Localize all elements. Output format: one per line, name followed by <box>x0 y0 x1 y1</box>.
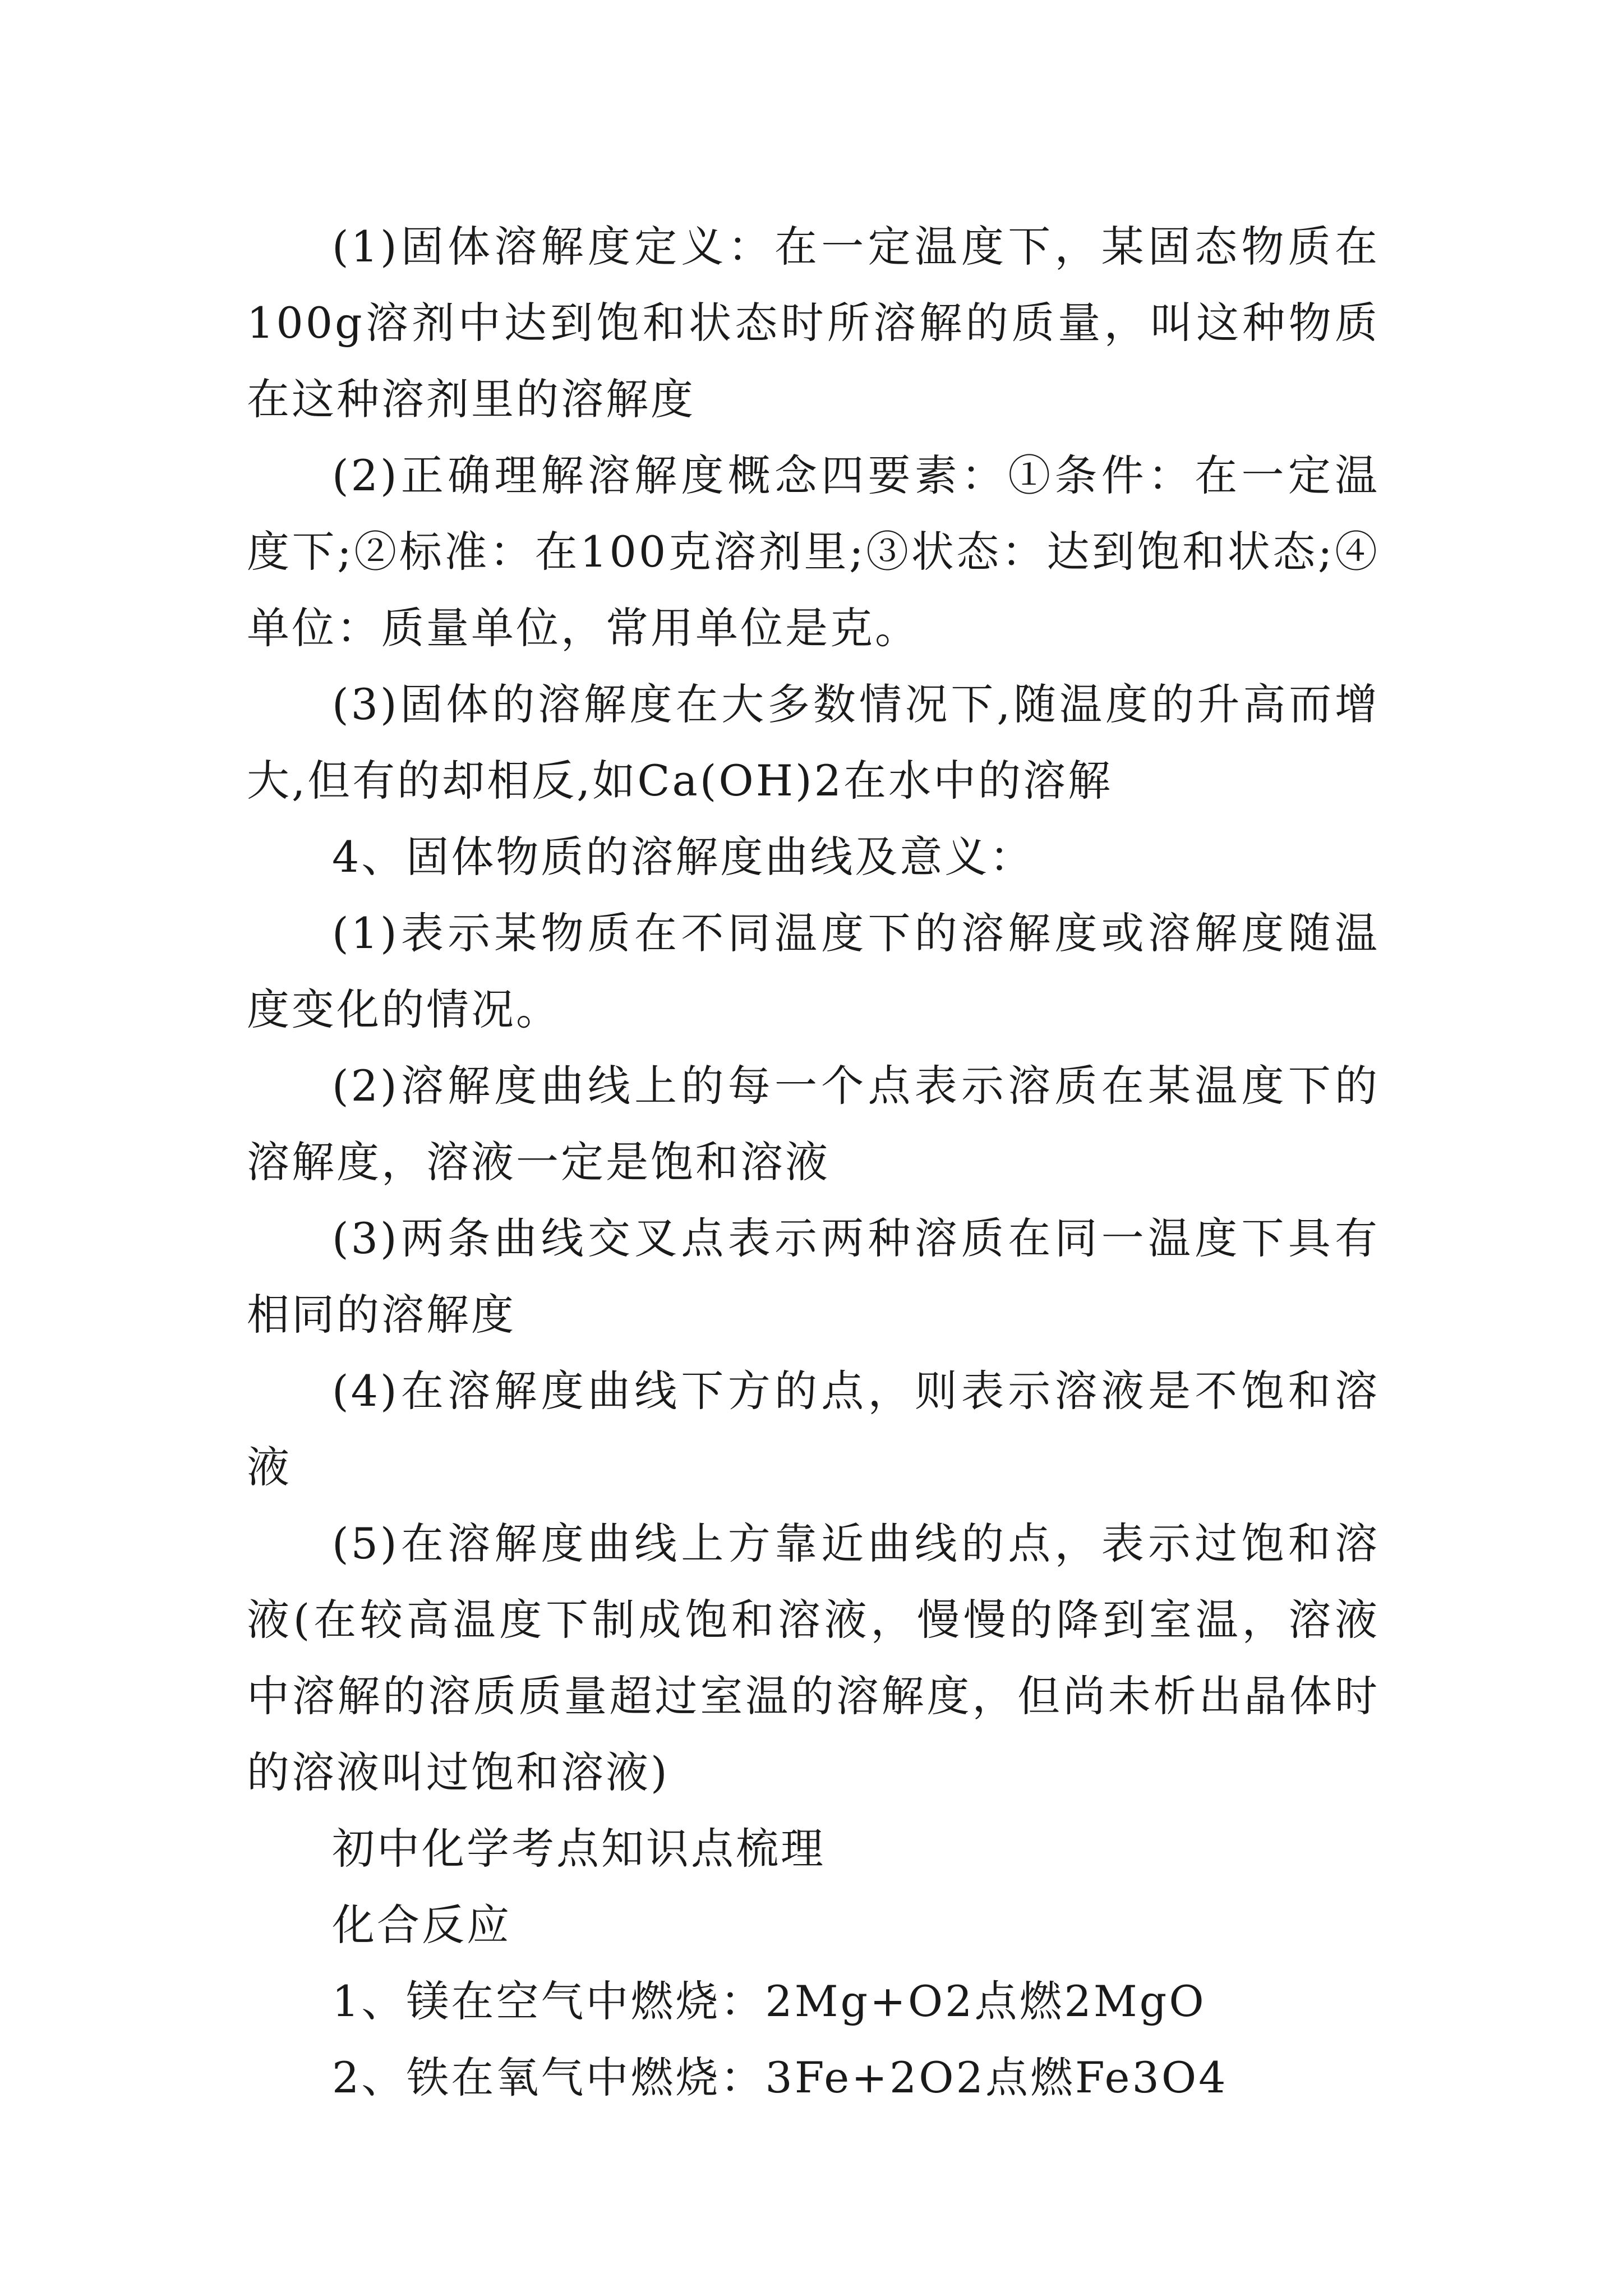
paragraph-curve-heading: 4、固体物质的溶解度曲线及意义： <box>332 832 1035 882</box>
paragraph-solubility-definition: (1)固体溶解度定义：在一定温度下，某固态物质在100g溶剂中达到饱和状态时所溶解的质量，叫这种物质在这种溶剂里的溶解度 <box>247 222 1380 424</box>
section-title-combination-reaction: 化合反应 <box>332 1900 511 1950</box>
paragraph-four-elements: (2)正确理解溶解度概念四要素：①条件：在一定温度下;②标准：在100克溶剂里;③状态：达到饱和状态;④单位：质量单位，常用单位是克。 <box>247 450 1380 653</box>
document-body <box>247 209 1380 2116</box>
paragraph-temperature-effect: (3)固体的溶解度在大多数情况下,随温度的升高而增大,但有的却相反,如Ca(OH)2在水中的溶解 <box>247 679 1380 806</box>
paragraph-curve-meaning-4: (4)在溶解度曲线下方的点，则表示溶液是不饱和溶液 <box>247 1366 1380 1492</box>
section-title-knowledge-points: 初中化学考点知识点梳理 <box>332 1824 826 1874</box>
paragraph-curve-meaning-5: (5)在溶解度曲线上方靠近曲线的点，表示过饱和溶液(在较高温度下制成饱和溶液，慢慢的降到室温，溶液中溶解的溶质质量超过室温的溶解度，但尚未析出晶体时的溶液叫过饱和溶液) <box>247 1519 1380 1797</box>
reaction-item-magnesium: 1、镁在空气中燃烧：2Mg+O2点燃2MgO <box>332 1976 1206 2026</box>
paragraph-curve-meaning-3: (3)两条曲线交叉点表示两种溶质在同一温度下具有相同的溶解度 <box>247 1213 1380 1340</box>
paragraph-curve-meaning-1: (1)表示某物质在不同温度下的溶解度或溶解度随温度变化的情况。 <box>247 908 1380 1034</box>
reaction-item-iron: 2、铁在氧气中燃烧：3Fe+2O2点燃Fe3O4 <box>332 2053 1228 2102</box>
paragraph-curve-meaning-2: (2)溶解度曲线上的每一个点表示溶质在某温度下的溶解度，溶液一定是饱和溶液 <box>247 1061 1380 1187</box>
